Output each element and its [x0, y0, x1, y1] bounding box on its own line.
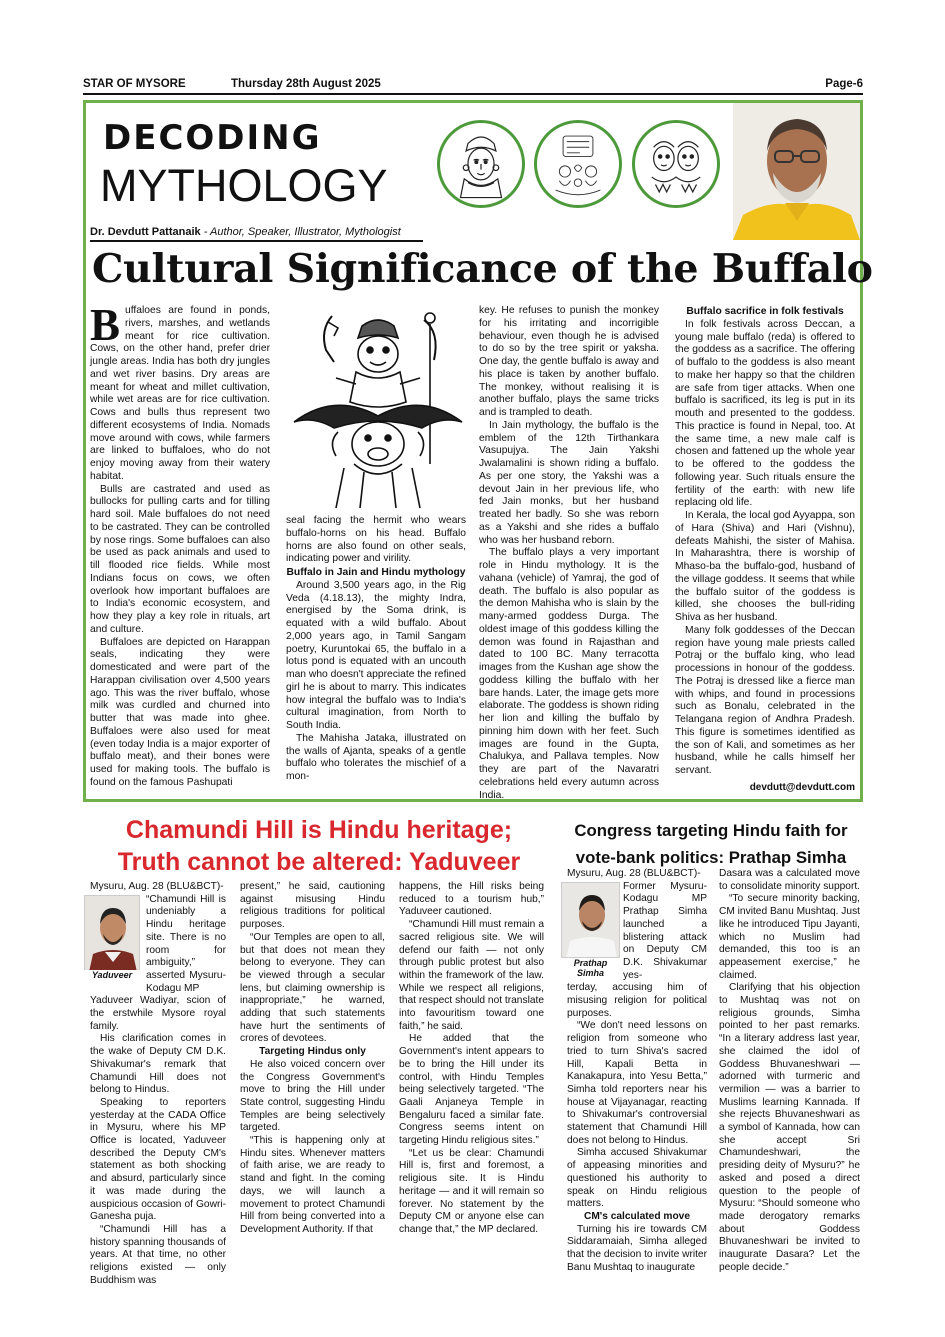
paragraph-continued: seal facing the hermit who wears buffalo-horns on his head. Buffalo horns are also found on other seals, indicating power and virility.	[286, 515, 466, 565]
subheading-folk-festivals: Buffalo sacrifice in folk festivals	[686, 306, 844, 317]
story1-column-2	[240, 881, 385, 1237]
paragraph: The Mahisha Jataka, illustrated on the walls of Ajanta, speaks of a gentle buffalo who tolerates the mischief of a mon-	[286, 732, 466, 782]
story2-column-1	[567, 868, 707, 1275]
byline-rule	[90, 240, 423, 242]
paragraph-continued: key. He refuses to punish the monkey for his irritating and incorrigible behaviour, even though he is advised to do so by the tree spirit or yaksha. One day, the gentle buffalo is away and his place is taken by another buffalo. The monkey, without realising it is another buffalo, plays the same tricks and is trampled to death.	[479, 305, 659, 418]
subheading-targeting-hindus: Targeting Hindus only	[259, 1046, 366, 1058]
medallion-goddess-face	[437, 120, 525, 208]
paragraph: “To secure minority backing, CM invited Banu Mushtaq. Just like he introduced Tipu Jayanti, which no Muslim had demanded, this too is an appeasement exercise,” he claimed.	[719, 893, 860, 981]
paragraph: He added that the Government's intent appears to be to bring the Hill under its control, with Hindu Temples being selectively targeted. “The Gaali Anjaneya Temple in Bengaluru faced a similar fate. Congress seems intent on targeting Hindu religious sites.”	[399, 1033, 544, 1147]
paragraph: Simha accused Shivakumar of appeasing minorities and questioned his authority to speak on Hindu religious matters.	[567, 1147, 707, 1210]
paragraph: In Kerala, the local god Ayyappa, son of Hara (Shiva) and Hari (Vishnu), defeats Mahishi, the sister of Mahisa. In Maharashtra, there is worship of Mhaso-ba the buffalo-god, husband of the village goddess. It seems that while the buffalo suitor of the goddess is killed, she chooses the bull-riding Shiva as her husband.	[675, 510, 855, 623]
masthead-rule	[83, 93, 863, 95]
seal-scene-illustration	[537, 123, 619, 205]
prathap-simha-caption: Prathap Simha	[561, 958, 620, 978]
paragraph: In folk festivals across Deccan, a young male buffalo (reda) is offered to the goddess as a sacrifice. The offering of buffalo to the goddess is also meant to make her happy so that the children are safe from tiger attacks. When one buffalo is sacrificed, its leg is put in its mouth and presented to the goddess. This practice is found in Nepal, too. At the same time, a new male calf is chosen and fattened up the whole year to be offered to the goddess the following year. Such rituals ensure the fertility of the earth: with new life replacing old life.	[675, 318, 855, 509]
paragraph: “Our Temples are open to all, but that does not mean they belong to everyone. They can be viewed through a secular lens, but claiming ownership is inappropriate,” he warned, adding that such statements have hurt the sentiments of crores of devotees.	[240, 931, 385, 1045]
dateline: Mysuru, Aug. 28 (BLU&BCT)-	[567, 868, 701, 879]
feature-column-1	[90, 300, 270, 790]
story1-column-1	[90, 881, 226, 1288]
paragraph: Clarifying that his objection to Mushtaq was not on religious grounds, Simha pointed to her past remarks. “In a literary address last year, she claimed the idol of Goddess Bhuvaneshwari — adorned with turmeric and vermilion — was a barrier to Muslims learning Kannada. If she rejects Bhuvaneshwari as a symbol of Kannada, how can she accept Sri Chamundeshwari, the presiding deity of Mysuru?” he asked and posed a direct question to the people of Mysuru: “Should someone who made derogatory remarks about Goddess Bhuvaneshwari be invited to inaugurate Dasara? Let the people decide.”	[719, 982, 860, 1273]
column-title-main: MYTHOLOGY	[100, 160, 388, 211]
paragraph: Bulls are castrated and used as bullocks for pulling carts and for tilling hard soil. Male buffaloes do not need to be castrated. They can be controlled by nose rings. Some buffaloes can also be used as pack animals and used to till flooded rice fields. While most Indians focus on cows, we often overlook how important buffaloes are to India's economic ecosystem, and how they play a key role in rituals, art and culture.	[90, 483, 270, 635]
paragraph-continued: Yaduveer Wadiyar, scion of the erstwhile Mysore royal family.	[90, 995, 226, 1032]
goddess-face-illustration	[440, 123, 522, 205]
paragraph: “We don't need lessons on religion from someone who tried to turn Shiva's sacred Hill, Kapali Betta in Kanakapura, into Yesu Betta,” Simha told reporters near his house at Vijayanagar, reacting to Shivakumar's controversial statement that Chamundi Hill does not belong to Hindus.	[567, 1020, 707, 1146]
story2-headline-line2: vote-bank politics: Prathap Simha	[575, 848, 847, 867]
paragraph: “This is happening only at Hindu sites. Whenever matters of faith arise, we are ready to stand and fight. In the coming days, we will launch a movement to protect Chamundi Hill from being converted into a Development Authority. If that	[240, 1135, 385, 1235]
author-portrait	[733, 103, 860, 240]
paragraph: uffaloes are found in ponds, rivers, marshes, and wetlands meant for rice cultivation. Cows, on the other hand, prefer drier jungle areas. India has both dry jungles and wet river basins. Dry areas are meant for wheat and millet cultivation, while wet areas are for rice cultivation. Cows and bulls thus represent two different ecosystems of India. Nomads move around with cows, while farmers are linked to buffaloes, who do not enjoy moving away from their watery habitat.	[90, 305, 270, 482]
medallion-paired-faces	[632, 120, 720, 208]
mahisha-drawing	[284, 312, 472, 512]
author-name: Dr. Devdutt Pattanaik	[90, 226, 201, 238]
paragraph-continued: terday, accusing him of misusing religion for political purposes.	[567, 982, 707, 1019]
paragraph: In Jain mythology, the buffalo is the emblem of the 12th Tirthankara Vasupujya. The Jain Yakshi Jwalamalini is shown riding a buffalo. As per one story, the Yakshi was a devout Jain in her previous life, who fed Jain monks, but her husband treated her badly. So she was reborn as a Yakshi and she rides a buffalo who was her husband reborn.	[479, 419, 659, 546]
feature-column-2	[286, 515, 466, 784]
feature-column-4	[675, 305, 855, 778]
author-email: devdutt@devdutt.com	[749, 782, 855, 793]
paragraph: “Let us be clear: Chamundi Hill is, first and foremost, a religious site. It is Hindu heritage — and it will remain so forever. No statement by the Deputy CM or anyone else can change that,” the MP declared.	[399, 1147, 544, 1235]
medallion-seal-scene	[534, 120, 622, 208]
paragraph-continued: happens, the Hill risks being reduced to a tourism hub,” Yaduveer cautioned.	[399, 881, 544, 918]
story1-headline-line2: Truth cannot be altered: Yaduveer	[117, 848, 521, 876]
buffalo-god-illustration	[284, 312, 472, 512]
story1-column-3	[399, 881, 544, 1237]
paper-name: STAR OF MYSORE	[83, 78, 186, 90]
author-byline	[90, 226, 401, 238]
paired-faces-illustration	[635, 123, 717, 205]
author-photo	[733, 103, 860, 240]
feature-column-3	[479, 305, 659, 802]
text-beside-photo: “Chamundi Hill is undeniably a Hindu heritage site. There is no room for ambiguity,” asserted Mysuru-Kodagu MP	[146, 893, 226, 994]
story2-column-2	[719, 868, 860, 1275]
story1-headline	[84, 814, 554, 878]
paragraph: Around 3,500 years ago, in the Rig Veda (4.18.13), the mighty Indra, energised by the Soma drink, is equated with a wild buffalo. About 2,000 years ago, in Tamil Sangam poetry, Kuruntokai 65, the buffalo in a lotus pond is equated with an uncouth man who doesn't appreciate the refined girl he is about to marry. This indicates how integral the buffalo was to India's cultural imagination, from North to South India.	[286, 579, 466, 731]
paragraph: His clarification comes in the wake of Deputy CM D.K. Shivakumar's remark that Chamundi Hill does not belong to Hindus.	[90, 1033, 226, 1096]
story1-headline-line1: Chamundi Hill is Hindu heritage;	[125, 816, 513, 844]
drop-cap: B	[90, 300, 121, 350]
feature-headline: Cultural Significance of the Buffalo	[92, 246, 873, 292]
issue-date: Thursday 28th August 2025	[231, 78, 381, 90]
subheading-cm-move: CM's calculated move	[583, 1210, 691, 1222]
author-role: - Author, Speaker, Illustrator, Mythologist	[200, 226, 401, 238]
paragraph: “Chamundi Hill must remain a sacred religious site. We will defend our faith — not only through public protest but also within the framework of the law. While we respect all religions, that respect should not translate into favouritism toward one faith,” he said.	[399, 919, 544, 1032]
paragraph: “Chamundi Hill has a history spanning thousands of years. At that time, no other religions existed — only Buddhism was	[90, 1223, 226, 1286]
text-beside-photo: Former Mysuru-Kodagu MP Prathap Simha launched a blistering attack on Deputy CM D.K. Shivakumar yes-	[623, 880, 707, 981]
paragraph: Buffaloes are depicted on Harappan seals, indicating they were domesticated and were part of the Harappan civilisation over 4,500 years ago. This was the river buffalo, whose milk was curdled and churned into butter that was made into ghee. Buffaloes were also used for meat (even today India is a major exporter of buffalo meat), and their bones were used for making tools. The buffalo is found on the famous Pashupati	[90, 636, 270, 788]
page-number: Page-6	[825, 78, 863, 90]
paragraph: The buffalo plays a very important role in Hindu mythology. It is the vahana (vehicle) of Yamraj, the god of death. The buffalo is also popular as the demon Mahisha who is slain by the many-armed goddess Durga. The oldest image of this goddess killing the demon was found in Rajasthan and dated to 100 BC. Many terracotta images from the Kushan age show the goddess killing the buffalo with her bare hands. Later, the image gets more elaborate. The goddess is shown riding her lion and killing the buffalo by pinning him down with her feet. Such images are found in the Gupta, Chalukya, and Pallava temples. Now they are part of the Navaratri celebrations held every autumn across India.	[479, 547, 659, 801]
paragraph-continued: Dasara was a calculated move to consolidate minority support.	[719, 868, 860, 892]
dateline: Mysuru, Aug. 28 (BLU&BCT)-	[90, 881, 224, 892]
column-title-top: DECODING	[103, 118, 322, 158]
paragraph: Speaking to reporters yesterday at the CADA Office in Mysuru, where his MP Office is located, Yaduveer described the Deputy CM's statement as both shocking and absurd, particularly since it was made during the auspicious occasion of Gowri-Ganesha puja.	[90, 1096, 226, 1223]
paragraph: He also voiced concern over the Congress Government's move to bring the Hill under State control, suggesting Hindu Temples are being selectively targeted.	[240, 1058, 385, 1134]
paragraph: Many folk goddesses of the Deccan region have young male priests called Potraj or the buffalo king, who lead processions in honour of the goddess. The Potraj is dressed like a fierce man with whips, and found in processions such as Bonalu, celebrated in the Telangana region of Andhra Pradesh. This figure is sometimes identified as the son of Kali, and sometimes as her husband, while he calls himself her servant.	[675, 624, 855, 776]
yaduveer-caption: Yaduveer	[84, 970, 140, 980]
subheading-jain-hindu: Buffalo in Jain and Hindu mythology	[286, 567, 466, 578]
masthead	[83, 78, 863, 94]
story2-headline-line1: Congress targeting Hindu faith for	[574, 821, 848, 840]
paragraph-continued: present,” he said, cautioning against misusing Hindu religious traditions for political purposes.	[240, 881, 385, 931]
story2-headline	[556, 817, 866, 871]
paragraph: Turning his ire towards CM Siddaramaiah, Simha alleged that the decision to invite writer Banu Mushtaq to inaugurate	[567, 1223, 707, 1273]
